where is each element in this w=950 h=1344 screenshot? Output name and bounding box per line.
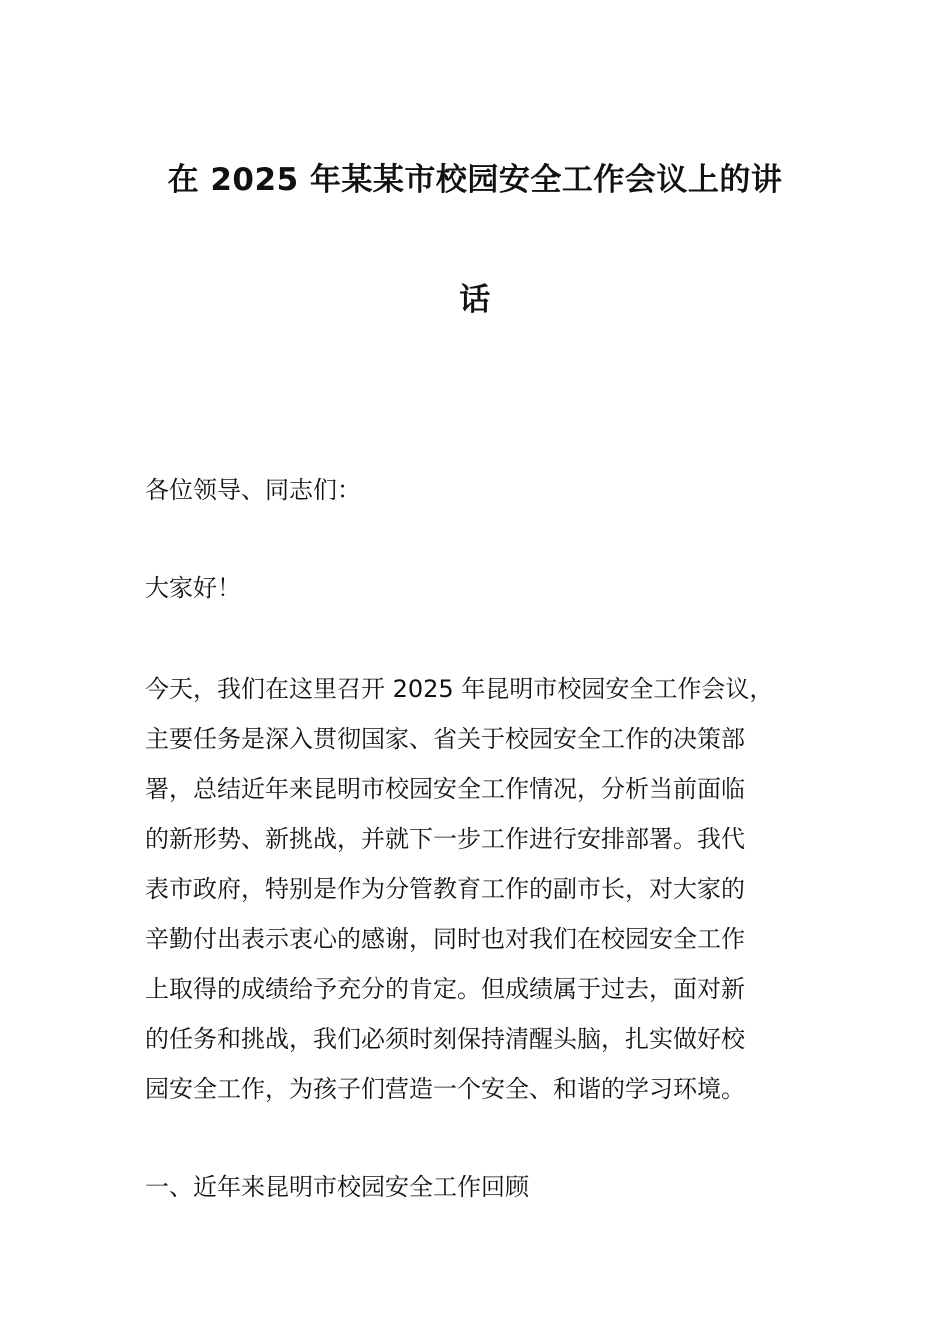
- paragraph-line: 表市政府，特别是作为分管教育工作的副市长，对大家的: [145, 875, 745, 903]
- paragraph-line: 今天，我们在这里召开 2025 年昆明市校园安全工作会议，: [145, 675, 774, 703]
- paragraph-line: 署，总结近年来昆明市校园安全工作情况，分析当前面临: [145, 775, 745, 803]
- paragraph-line: 的任务和挑战，我们必须时刻保持清醒头脑，扎实做好校: [145, 1025, 745, 1053]
- paragraph-line: 上取得的成绩给予充分的肯定。但成绩属于过去，面对新: [145, 975, 745, 1003]
- greeting: 大家好！: [145, 574, 241, 602]
- document-title-line-1: 在 2025 年某某市校园安全工作会议上的讲: [167, 162, 783, 198]
- paragraph-line: 园安全工作，为孩子们营造一个安全、和谐的学习环境。: [145, 1075, 745, 1103]
- paragraph-line: 辛勤付出表示衷心的感谢，同时也对我们在校园安全工作: [145, 925, 745, 953]
- paragraph-line: 的新形势、新挑战，并就下一步工作进行安排部署。我代: [145, 825, 745, 853]
- section-heading: 一、近年来昆明市校园安全工作回顾: [145, 1173, 529, 1201]
- paragraph-line: 主要任务是深入贯彻国家、省关于校园安全工作的决策部: [145, 725, 745, 753]
- document-title-line-2: 话: [459, 282, 491, 318]
- opening-paragraph: [145, 664, 810, 1114]
- salutation: 各位领导、同志们：: [145, 476, 361, 504]
